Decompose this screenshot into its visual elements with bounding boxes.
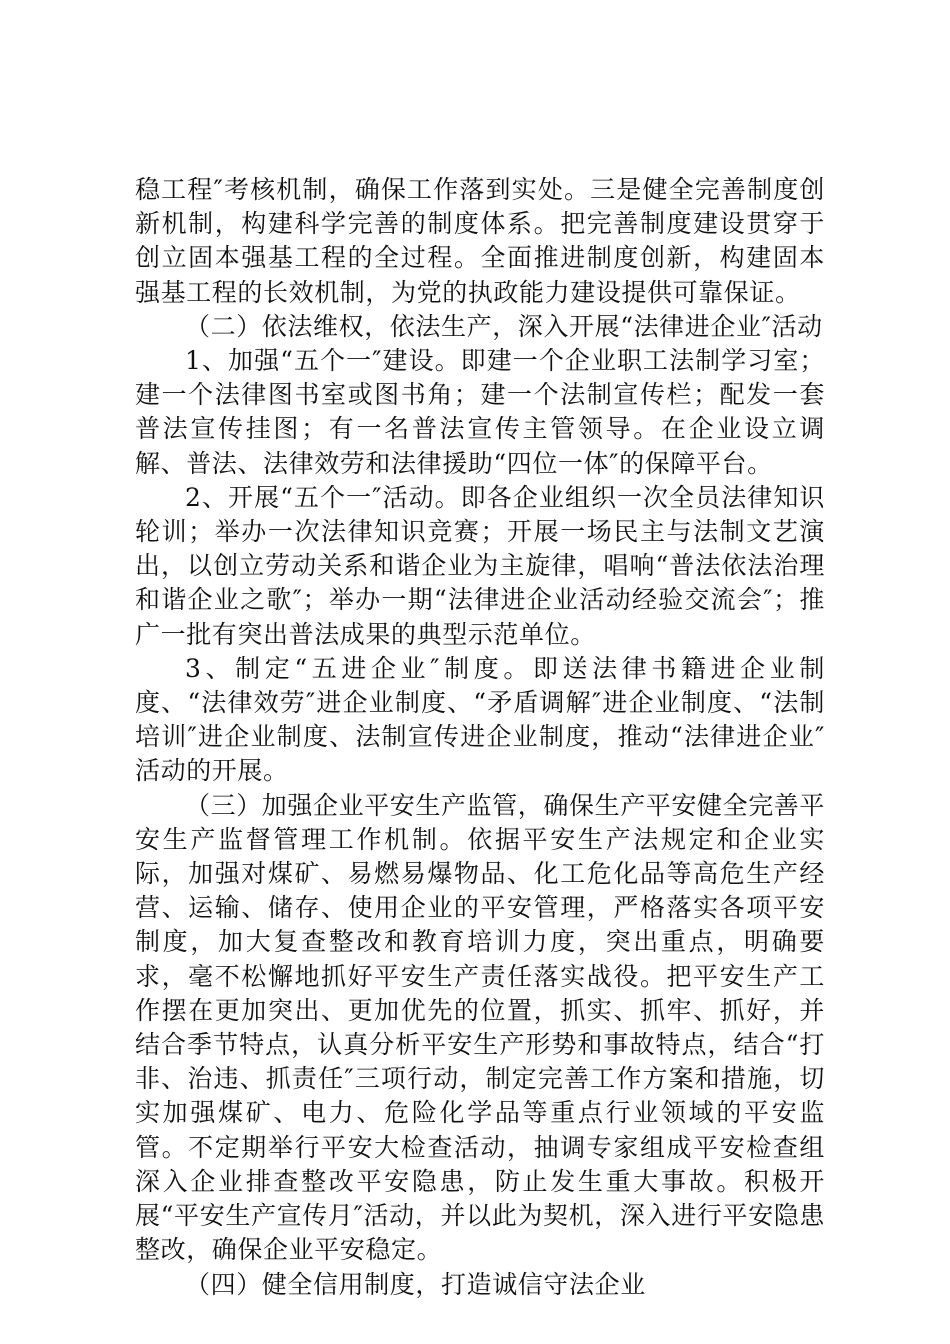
paragraph-safety-supervision: （三）加强企业平安生产监管，确保生产平安健全完善平安生产监督管理工作机制。依据平安生产法规定和企业实际，加强对煤矿、易燃易爆物品、化工危化品等高危生产经营、运输、储存、使用企业的平安管理，严格落实各项平安制度，加大复查整改和教育培训力度，突出重点，明确要求，毫不松懈地抓好平安生产责任落实战役。把平安生产工作摆在更加突出、更加优先的位置，抓实、抓牢、抓好，并结合季节特点，认真分析平安生产形势和事故特点，结合“打非、治违、抓责任″三项行动，制定完善工作方案和措施，切实加强煤矿、电力、危险化学品等重点行业领域的平安监管。不定期举行平安大检查活动，抽调专家组成平安检查组深入企业排查整改平安隐患，防止发生重大事故。积极开展“平安生产宣传月″活动，并以此为契机，深入进行平安隐患整改，确保企业平安稳定。 — [135, 790, 826, 1265]
paragraph-five-ones-activities: 2、开展“五个一″活动。即各企业组织一次全员法律知识轮训；举办一次法律知识竞赛；开展一场民主与法制文艺演出，以创立劳动关系和谐企业为主旋律，唱响“普法依法治理和谐企业之歌″；举办一期“法律进企业活动经验交流会″；推广一批有突出普法成果的典型示范单位。 — [135, 482, 825, 649]
paragraph-five-ones-construction: 1、加强“五个一″建设。即建一个企业职工法制学习室；建一个法律图书室或图书角；建一个法制宣传栏；配发一套普法宣传挂图；有一名普法宣传主管领导。在企业设立调解、普法、法律效劳和法律援助“四位一体″的保障平台。 — [135, 346, 825, 478]
paragraph-continuation: 稳工程″考核机制，确保工作落到实处。三是健全完善制度创新机制，构建科学完善的制度体系。把完善制度建设贯穿于创立固本强基工程的全过程。全面推进制度创新，构建固本强基工程的长效机制，为党的执政能力建设提供可靠保证。 — [135, 175, 825, 307]
section-heading-4: （四）健全信用制度，打造诚信守法企业 — [185, 1269, 646, 1299]
section-heading-2: （二）依法维权，依法生产，深入开展“法律进企业″活动 — [185, 311, 823, 341]
document-page — [135, 173, 825, 1302]
paragraph-five-into-enterprise: 3、制定“五进企业″制度。即送法律书籍进企业制度、“法律效劳″进企业制度、“矛盾调解″进企业制度、“法制培训″进企业制度、法制宣传进企业制度，推动“法律进企业″活动的开展。 — [135, 653, 825, 786]
